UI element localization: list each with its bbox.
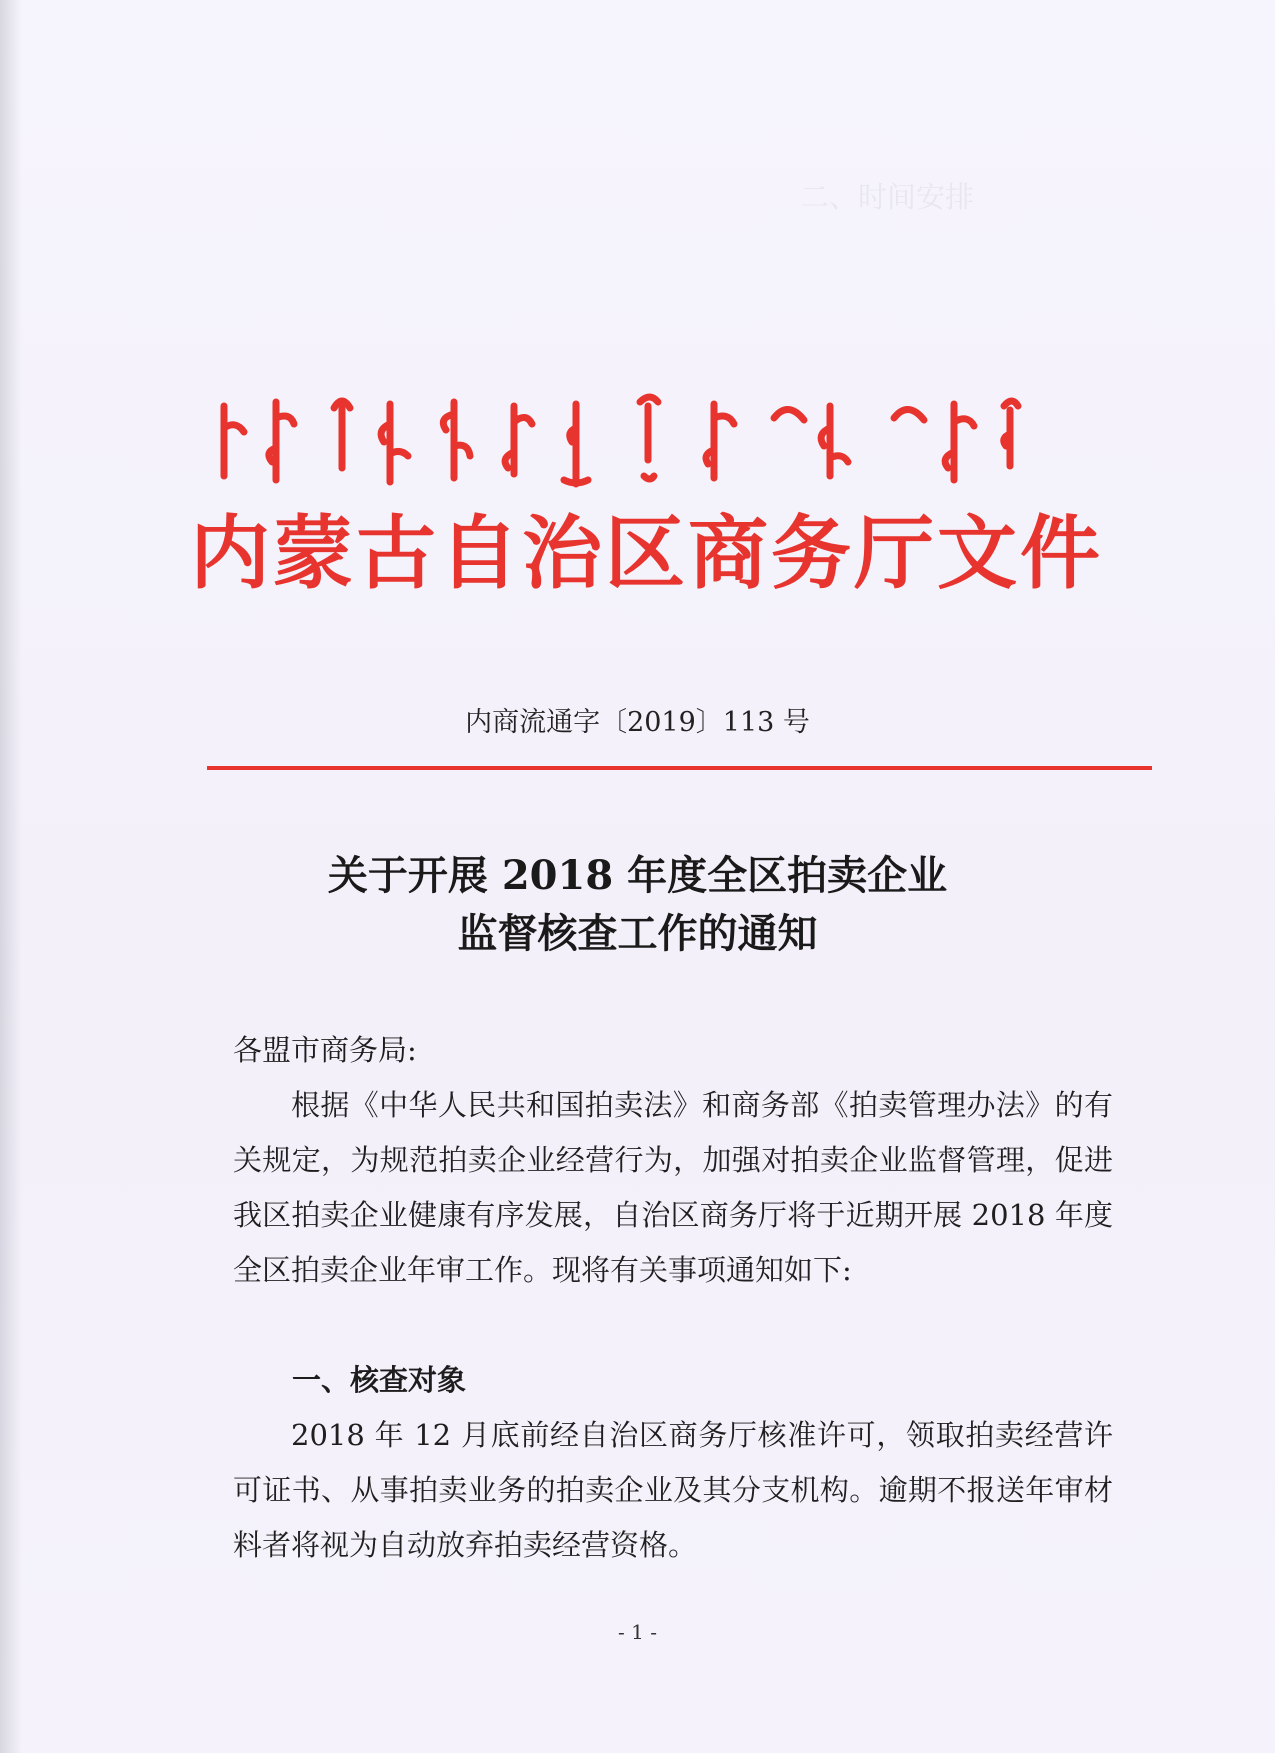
mongolian-script-graphic: [214, 388, 1024, 488]
letterhead-title: 内蒙古自治区商务厅文件: [190, 507, 1103, 600]
section-1-paragraph: 2018 年 12 月底前经自治区商务厅核准许可，领取拍卖经营许可证书、从事拍卖业务的拍卖企业及其分支机构。逾期不报送年审材料者将视为自动放弃拍卖经营资格。: [233, 1418, 1113, 1562]
intro-paragraph-block: [233, 1078, 1113, 1298]
section-1-block: [233, 1408, 1113, 1573]
document-number: 内商流通字〔2019〕113 号: [465, 707, 810, 738]
document-title-line-1: 关于开展 2018 年度全区拍卖企业: [327, 852, 948, 899]
document-title-line-2: 监督核查工作的通知: [457, 910, 818, 957]
intro-paragraph: 根据《中华人民共和国拍卖法》和商务部《拍卖管理办法》的有关规定，为规范拍卖企业经营行为，加强对拍卖企业监督管理，促进我区拍卖企业健康有序发展，自治区商务厅将于近期开展 2018 年度全区拍卖企业年审工作。现将有关事项通知如下:: [233, 1088, 1113, 1287]
page-number: - 1 -: [618, 1620, 657, 1644]
section-1-heading: 一、核查对象: [292, 1363, 467, 1397]
mongolian-script-letterhead: [214, 388, 1024, 488]
red-divider-rule: [207, 766, 1152, 770]
bleed-through-texture: 二、时间安排: [800, 180, 975, 214]
addressee: 各盟市商务局:: [233, 1033, 417, 1067]
